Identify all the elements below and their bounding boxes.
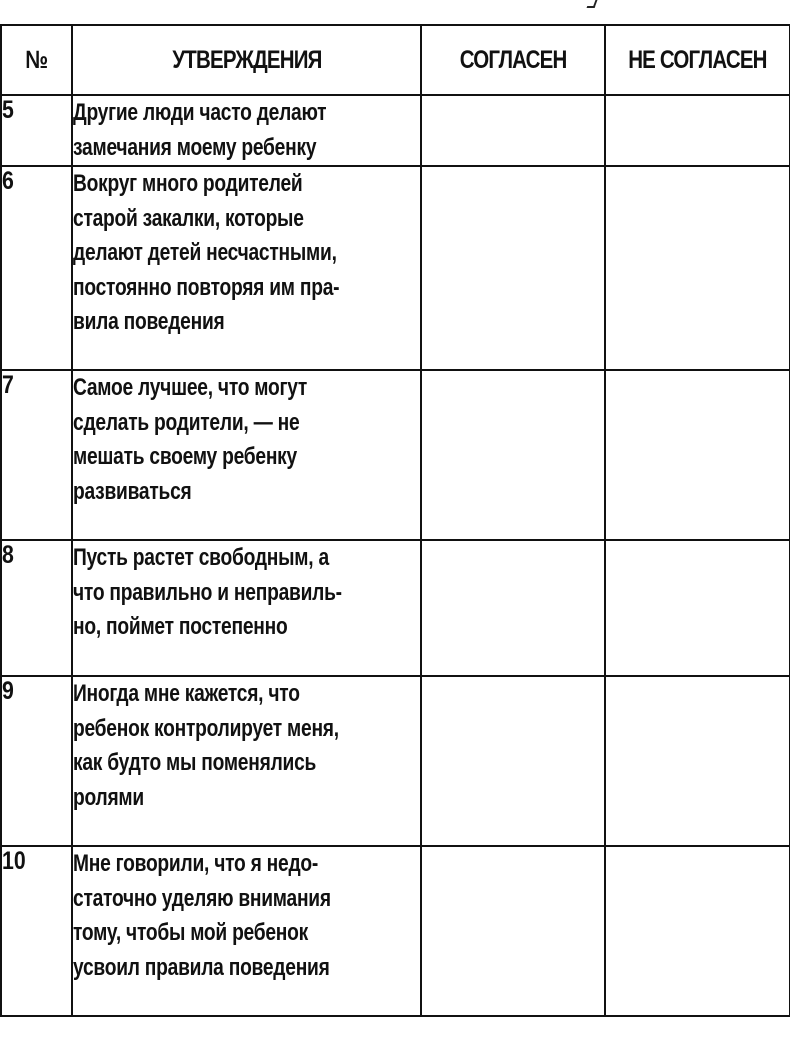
- disagree-cell[interactable]: [605, 676, 790, 846]
- row-statement: Самое лучшее, что могут сделать родители, — не мешать своему ребенку развиваться: [72, 370, 421, 540]
- row-number: 5: [1, 95, 72, 166]
- table-row: [1, 846, 790, 1016]
- header-agree: СОГЛАСЕН: [421, 25, 605, 95]
- disagree-cell[interactable]: [605, 846, 790, 1016]
- header-disagree: НЕ СОГЛАСЕН: [605, 25, 790, 95]
- agree-cell[interactable]: [421, 846, 605, 1016]
- agree-cell[interactable]: [421, 95, 605, 166]
- row-statement: Иногда мне кажется, что ребенок контролирует меня, как будто мы поменялись ролями: [72, 676, 421, 846]
- top-edge-mark: [587, 0, 598, 8]
- row-number: 6: [1, 166, 72, 370]
- disagree-cell[interactable]: [605, 540, 790, 676]
- table-row: [1, 540, 790, 676]
- row-statement: Вокруг много родителей старой закалки, которые делают детей несчастными, постоянно повторяя им пра- вила поведения: [72, 166, 421, 370]
- table-row: [1, 370, 790, 540]
- row-number: 9: [1, 676, 72, 846]
- row-statement: Другие люди часто делают замечания моему ребенку: [72, 95, 421, 166]
- header-statements: УТВЕРЖДЕНИЯ: [72, 25, 421, 95]
- row-number: 8: [1, 540, 72, 676]
- row-number: 10: [1, 846, 72, 1016]
- agree-cell[interactable]: [421, 676, 605, 846]
- table-row: [1, 95, 790, 166]
- table-header-row: [1, 25, 790, 95]
- row-statement: Мне говорили, что я недо- статочно уделяю внимания тому, чтобы мой ребенок усвоил правила поведения: [72, 846, 421, 1016]
- agree-cell[interactable]: [421, 540, 605, 676]
- table-row: [1, 166, 790, 370]
- disagree-cell[interactable]: [605, 370, 790, 540]
- agree-cell[interactable]: [421, 370, 605, 540]
- row-statement: Пусть растет свободным, а что правильно и неправиль- но, поймет постепенно: [72, 540, 421, 676]
- agree-cell[interactable]: [421, 166, 605, 370]
- disagree-cell[interactable]: [605, 95, 790, 166]
- statements-table: [0, 24, 790, 1017]
- header-number: №: [1, 25, 72, 95]
- row-number: 7: [1, 370, 72, 540]
- table-row: [1, 676, 790, 846]
- disagree-cell[interactable]: [605, 166, 790, 370]
